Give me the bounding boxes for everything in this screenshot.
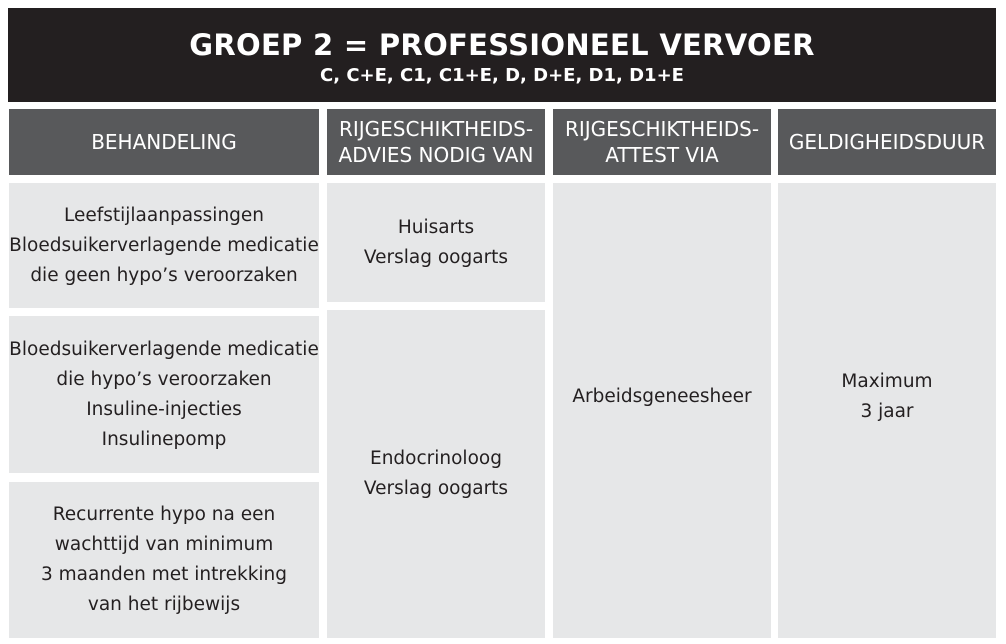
cell-line: Endocrinoloog xyxy=(370,448,502,469)
cell-line: wachttijd van minimum xyxy=(54,534,274,555)
cell-line: 3 jaar xyxy=(860,400,914,422)
table-title: GROEP 2 = PROFESSIONEEL VERVOER xyxy=(189,28,815,62)
cell-line: Bloedsuikerverlagende medicatie xyxy=(9,338,319,360)
cell-line: Insuline-injecties xyxy=(86,398,242,420)
cell-line: die hypo’s veroorzaken xyxy=(56,368,272,390)
header-line: RIJGESCHIKTHEIDS- xyxy=(564,117,760,141)
attest-cell xyxy=(553,183,771,638)
cell-line: 3 maanden met intrekking xyxy=(40,564,288,585)
geldigheid-cell xyxy=(778,183,996,638)
license-categories: C, C+E, C1, C1+E, D, D+E, D1, D1+E xyxy=(320,65,684,86)
header-line: ATTEST VIA xyxy=(605,143,719,167)
cell-line: Bloedsuikerverlagende medicatie xyxy=(9,234,319,256)
cell-line: Verslag oogarts xyxy=(363,246,509,268)
cell-line: Arbeidsgeneesheer xyxy=(572,385,752,407)
cell-line: Huisarts xyxy=(397,216,475,238)
header-line: GELDIGHEIDSDUUR xyxy=(788,130,986,154)
behandeling-cell-3 xyxy=(9,482,319,638)
title-banner xyxy=(8,8,996,102)
cell-line: die geen hypo’s veroorzaken xyxy=(30,264,298,286)
advies-cell-1 xyxy=(327,183,545,302)
behandeling-cell-2 xyxy=(9,316,319,473)
header-line: RIJGESCHIKTHEIDS- xyxy=(338,117,534,141)
cell-line: Recurrente hypo na een xyxy=(52,504,276,525)
behandeling-cell-1 xyxy=(9,183,319,308)
cell-line: Verslag oogarts xyxy=(363,478,509,499)
cell-line: van het rijbewijs xyxy=(87,594,241,615)
header-line: ADVIES NODIG VAN xyxy=(338,143,534,167)
advies-cell-2 xyxy=(327,310,545,638)
header-behandeling xyxy=(9,109,319,175)
header-advies xyxy=(327,109,545,175)
cell-line: Insulinepomp xyxy=(101,428,227,450)
header-geldigheid xyxy=(778,109,996,175)
header-line: BEHANDELING xyxy=(91,130,237,154)
header-attest xyxy=(553,109,771,175)
cell-line: Leefstijlaanpassingen xyxy=(63,204,265,226)
cell-line: Maximum xyxy=(841,370,933,392)
